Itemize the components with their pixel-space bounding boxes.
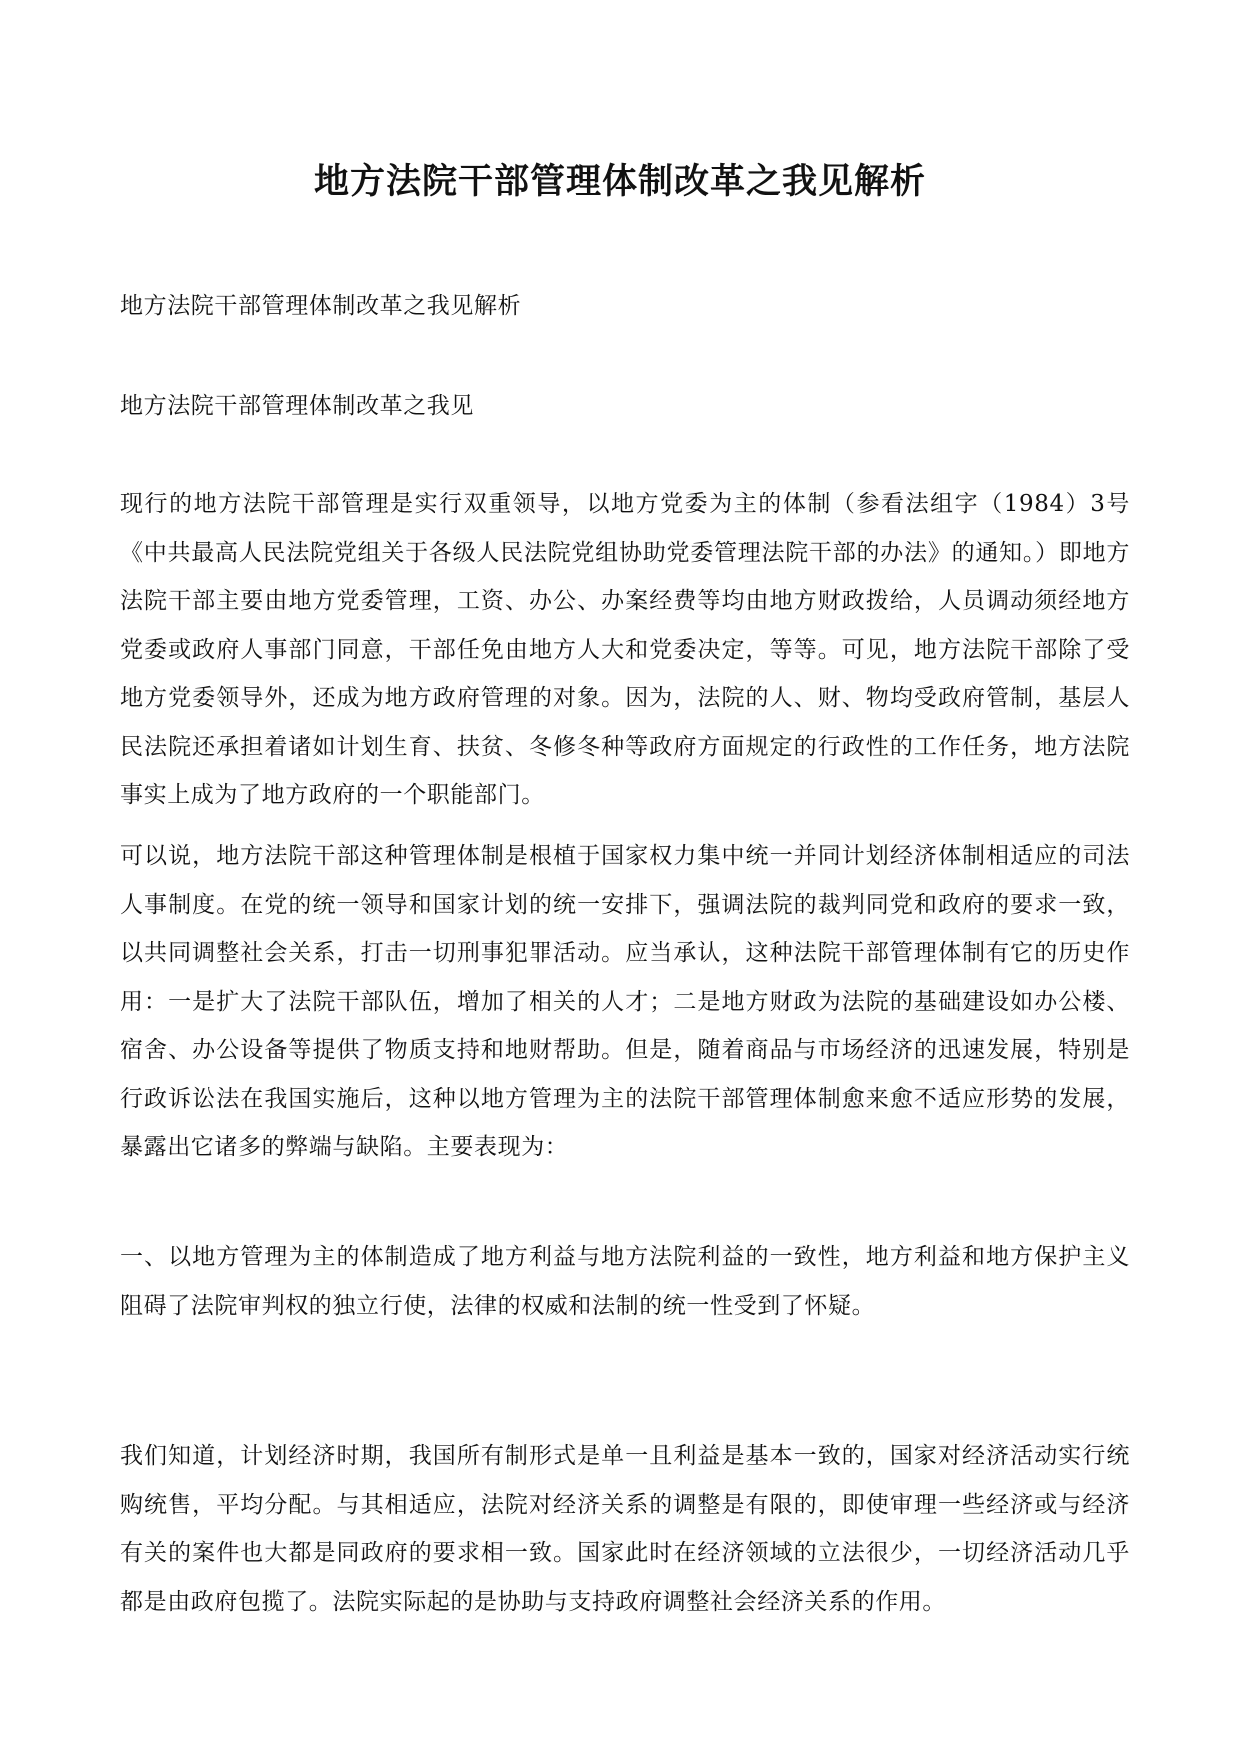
subtitle-line-1: 地方法院干部管理体制改革之我见解析 [120,293,522,319]
subtitle-line-2: 地方法院干部管理体制改革之我见 [120,393,474,419]
document-title: 地方法院干部管理体制改革之我见解析 [313,161,926,202]
paragraph-1: 现行的地方法院干部管理是实行双重领导，以地方党委为主的体制（参看法组字（1984）3号《中共最高人民法院党组关于各级人民法院党组协助党委管理法院干部的办法》的通知。）即地方法院干部主要由地方党委管理，工资、办公、办案经费等均由地方财政拨给，人员调动须经地方党委或政府人事部门同意，干部任免由地方人大和党委决定，等等。可见，地方法院干部除了受地方党委领导外，还成为地方政府管理的对象。因为，法院的人、财、物均受政府管制，基层人民法院还承担着诸如计划生育、扶贫、冬修冬种等政府方面规定的行政性的工作任务，地方法院事实上成为了地方政府的一个职能部门。 [120,491,1130,808]
paragraph-2: 可以说，地方法院干部这种管理体制是根植于国家权力集中统一并同计划经济体制相适应的司法人事制度。在党的统一领导和国家计划的统一安排下，强调法院的裁判同党和政府的要求一致，以共同调整社会关系，打击一切刑事犯罪活动。应当承认，这种法院干部管理体制有它的历史作用：一是扩大了法院干部队伍，增加了相关的人才；二是地方财政为法院的基础建设如办公楼、宿舍、办公设备等提供了物质支持和地财帮助。但是，随着商品与市场经济的迅速发展，特别是行政诉讼法在我国实施后，这种以地方管理为主的法院干部管理体制愈来愈不适应形势的发展，暴露出它诸多的弊端与缺陷。主要表现为： [120,843,1130,1160]
paragraph-3: 一、以地方管理为主的体制造成了地方利益与地方法院利益的一致性，地方利益和地方保护主义阻碍了法院审判权的独立行使，法律的权威和法制的统一性受到了怀疑。 [120,1244,1130,1319]
paragraph-4: 我们知道，计划经济时期，我国所有制形式是单一且利益是基本一致的，国家对经济活动实行统购统售，平均分配。与其相适应，法院对经济关系的调整是有限的，即使审理一些经济或与经济有关的案件也大都是同政府的要求相一致。国家此时在经济领域的立法很少，一切经济活动几乎都是由政府包揽了。法院实际起的是协助与支持政府调整社会经济关系的作用。 [120,1443,1130,1615]
